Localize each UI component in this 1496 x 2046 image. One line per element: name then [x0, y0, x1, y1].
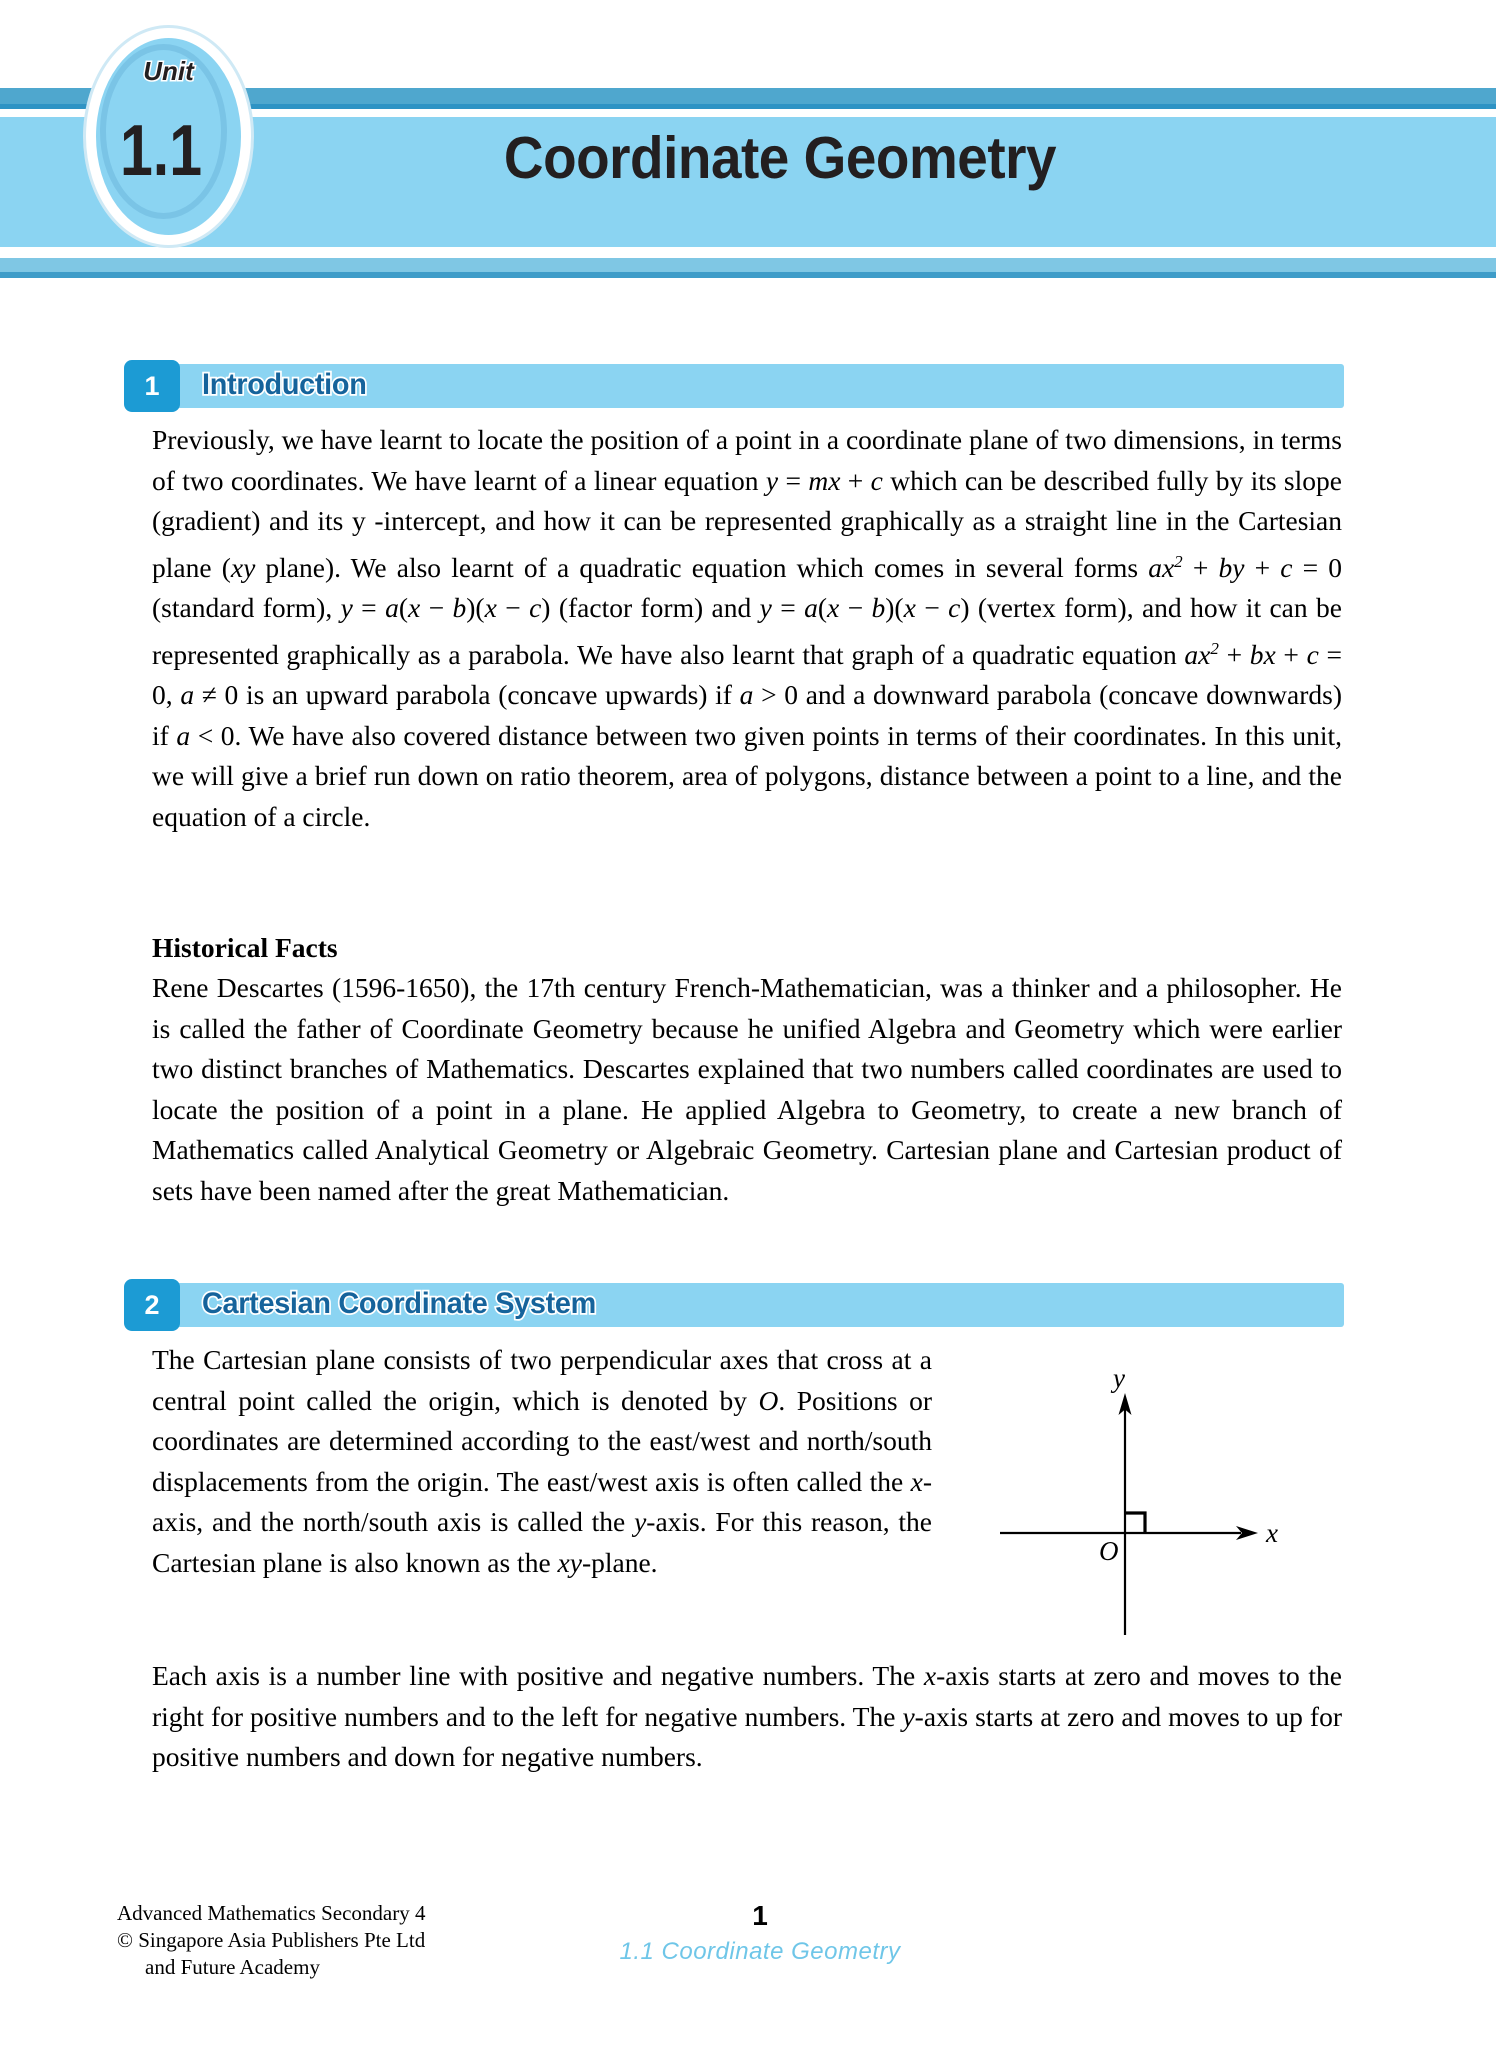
footer-center-block	[560, 1900, 960, 1966]
origin-label: O	[1099, 1536, 1119, 1566]
unit-badge	[86, 28, 251, 245]
footer-copyright-block	[117, 1900, 425, 1981]
footer-publisher-secondary: and Future Academy	[145, 1955, 320, 1979]
section-header-introduction	[128, 364, 1344, 408]
paragraph-introduction-1: Previously, we have learnt to locate the position of a point in a coordinate plane of two dimensions, in terms of two coordinates. We have learnt of a linear equation y = mx + c which can be described fully by its slope (gradient) and its y -intercept, and how it can be represented graphically as a straight line in the Cartesian plane (xy plane). We also learnt of a quadratic equation which comes in several forms $ax^2$ + by + c = 0 (standard form), y = a(x − b)(x − c) (factor form) and y = a(x − b)(x − c) (vertex form), and how it can be represented graphically as a parabola. We have also learnt that graph of a quadratic equation $ax^2$ + bx + c = 0, a ≠ 0 is an upward parabola (concave upwards) if a > 0 and a downward parabola (concave downwards) if a < 0. We have also covered distance between two given points in terms of their coordinates. In this unit, we will give a brief run down on ratio theorem, area of polygons, distance between a point to a line, and the equation of a circle.	[152, 424, 1343, 832]
paragraph-cartesian-1: The Cartesian plane consists of two perpendicular axes that cross at a central point called the origin, which is denoted by O. Positions or coordinates are determined according to the east/west and north/south displacements from the origin. The east/west axis is often called the x-axis, and the north/south axis is called the y-axis. For this reason, the Cartesian plane is also known as the xy-plane.	[152, 1344, 932, 1578]
unit-badge-word: Unit	[143, 56, 194, 86]
cartesian-axes-diagram	[1000, 1345, 1340, 1635]
footer-publisher: © Singapore Asia Publishers Pte Ltd	[117, 1928, 426, 1952]
section-title-introduction: Introduction	[202, 368, 367, 401]
axes-svg	[1000, 1345, 1340, 1635]
y-axis-label: y	[1113, 1363, 1125, 1393]
x-axis-label: x	[1266, 1518, 1278, 1548]
banner-stripe-bottom	[0, 258, 1496, 272]
footer-chapter-reference: 1.1 Coordinate Geometry	[619, 1938, 901, 1965]
page-title: Coordinate Geometry	[503, 125, 1057, 191]
paragraph-historical-facts: Rene Descartes (1596-1650), the 17th century French-Mathematician, was a thinker and a philosopher. He is called the father of Coordinate Geometry because he unified Algebra and Geometry which were earlier two distinct branches of Mathematics. Descartes explained that two numbers called coordinates are used to locate the position of a point in a plane. He applied Algebra to Geometry, to create a new branch of Mathematics called Analytical Geometry or Algebraic Geometry. Cartesian plane and Cartesian product of sets have been named after the great Mathematician.	[152, 972, 1342, 1206]
banner-stripe-bottom-accent	[0, 272, 1496, 278]
unit-banner	[0, 0, 1496, 290]
unit-badge-number: 1.1	[119, 111, 203, 191]
page-number: 1	[752, 1900, 768, 1931]
section-number-badge: 1	[124, 360, 180, 412]
right-angle-marker-icon	[1125, 1513, 1145, 1533]
paragraph-cartesian-2: Each axis is a number line with positive and negative numbers. The x-axis starts at zero and moves to the right for positive numbers and to the left for negative numbers. The y-axis starts at zero and moves to up for positive numbers and down for negative numbers.	[152, 1660, 1342, 1772]
subheading-historical-facts: Historical Facts	[152, 932, 338, 963]
section-number-badge: 2	[124, 1279, 180, 1331]
section-title-cartesian-coordinate-system: Cartesian Coordinate System	[202, 1287, 596, 1320]
section-header-cartesian-coordinate-system	[128, 1283, 1344, 1327]
footer-book-title: Advanced Mathematics Secondary 4	[117, 1901, 426, 1925]
